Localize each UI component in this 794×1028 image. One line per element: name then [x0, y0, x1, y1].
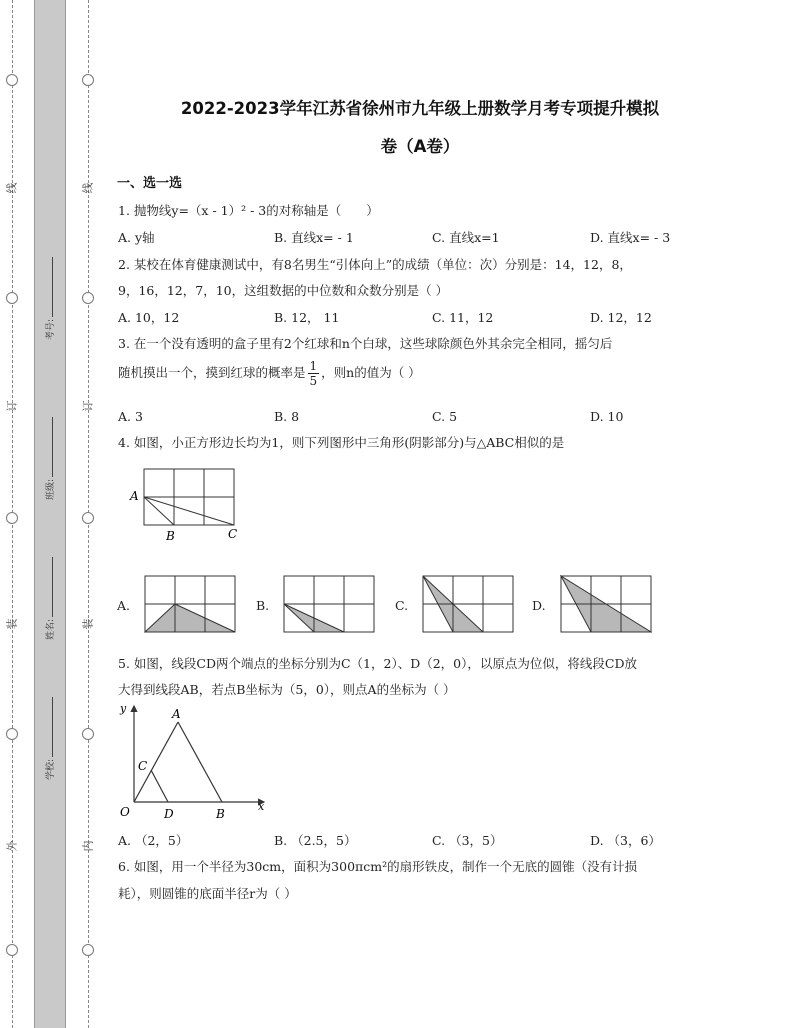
- q4-label-a: A: [130, 489, 139, 503]
- punch-hole: [6, 292, 18, 304]
- q5-option-d[interactable]: D. （3，6）: [590, 833, 661, 848]
- question-5: 5. 如图，线段CD两个端点的坐标分别为C（1，2）、D（2，0），以原点为位似，将线段CD放: [118, 656, 637, 671]
- q4-option-d[interactable]: D.: [532, 598, 546, 613]
- q1-option-d[interactable]: D. 直线x= - 3: [590, 230, 671, 245]
- q3-option-d[interactable]: D. 10: [590, 409, 624, 424]
- class-field[interactable]: 班级:: [43, 417, 56, 500]
- punch-hole: [82, 292, 94, 304]
- q4-option-b[interactable]: B.: [256, 598, 270, 613]
- q5-label-a: A: [172, 707, 181, 721]
- q5-option-c[interactable]: C. （3，5）: [432, 833, 503, 848]
- section-heading: 一、选一选: [117, 176, 183, 191]
- q4-label-b: B: [166, 529, 175, 543]
- punch-hole: [82, 512, 94, 524]
- q2-option-b[interactable]: B. 12， 11: [274, 310, 340, 325]
- page-title-line2: 卷（A卷）: [380, 137, 460, 156]
- question-6: 6. 如图，用一个半径为30cm，面积为300πcm²的扇形铁皮，制作一个无底的圆锥（没有计损: [118, 859, 638, 874]
- punch-hole: [6, 944, 18, 956]
- q5-label-x: x: [258, 800, 265, 813]
- q5-figure: [114, 700, 274, 822]
- page-title: 2022-2023学年江苏省徐州市九年级上册数学月考专项提升模拟: [180, 99, 660, 118]
- q2-option-d[interactable]: D. 12，12: [590, 310, 652, 325]
- binding-strip: [34, 0, 66, 1028]
- q4-option-b-figure[interactable]: [283, 575, 375, 633]
- q4-option-d-figure[interactable]: [560, 575, 652, 633]
- q2-option-c[interactable]: C. 11，12: [432, 310, 494, 325]
- exam-number-field[interactable]: 考号:: [43, 257, 56, 340]
- q5-label-y: y: [120, 702, 127, 715]
- name-field[interactable]: 姓名:: [43, 557, 56, 640]
- school-field[interactable]: 学校:: [43, 697, 56, 780]
- q1-option-a[interactable]: A. y轴: [118, 230, 155, 245]
- q3-option-c[interactable]: C. 5: [432, 409, 458, 424]
- q3-option-b[interactable]: B. 8: [274, 409, 300, 424]
- q4-option-c[interactable]: C.: [395, 598, 409, 613]
- q5-label-b: B: [216, 807, 225, 821]
- q5-option-b[interactable]: B. （2.5，5）: [274, 833, 357, 848]
- q4-main-figure: [124, 466, 244, 546]
- inner-mark-nei: 内: [81, 840, 95, 852]
- question-6-cont: 耗），则圆锥的底面半径r为（ ）: [118, 886, 297, 901]
- punch-hole: [6, 512, 18, 524]
- q5-label-d: D: [164, 807, 174, 821]
- q4-option-a-figure[interactable]: [144, 575, 236, 633]
- q1-option-c[interactable]: C. 直线x=1: [432, 230, 500, 245]
- punch-hole: [6, 728, 18, 740]
- question-4: 4. 如图，小正方形边长均为1，则下列图形中三角形(阴影部分)与△ABC相似的是: [118, 435, 565, 450]
- outer-mark-wai: 外: [5, 840, 19, 852]
- question-3-cont: 随机摸出一个，摸到红球的概率是 $\frac{1}{5}$ ，则n的值为（ ）: [118, 359, 421, 388]
- q4-option-c-figure[interactable]: [422, 575, 514, 633]
- inner-mark-zhuang: 装: [81, 618, 95, 630]
- q5-label-c: C: [138, 759, 148, 773]
- q5-option-a[interactable]: A. （2，5）: [118, 833, 189, 848]
- inner-mark-ding: 订: [81, 400, 95, 412]
- outer-mark-ding: 订: [5, 400, 19, 412]
- punch-hole: [82, 728, 94, 740]
- outer-mark-zhuang: 装: [5, 618, 19, 630]
- q4-label-c: C: [228, 527, 238, 541]
- q4-option-a[interactable]: A.: [117, 598, 131, 613]
- punch-hole: [6, 74, 18, 86]
- question-1: 1. 抛物线y=（x - 1）² - 3的对称轴是（ ）: [118, 203, 379, 218]
- inner-mark-xian: 线: [81, 182, 95, 194]
- question-3: 3. 在一个没有透明的盒子里有2个红球和n个白球，这些球除颜色外其余完全相同，摇匀后: [118, 336, 613, 351]
- punch-hole: [82, 74, 94, 86]
- question-2-cont: 9，16，12，7，10，这组数据的中位数和众数分别是（ ）: [118, 283, 449, 298]
- outer-mark-xian: 线: [5, 182, 19, 194]
- q1-option-b[interactable]: B. 直线x= - 1: [274, 230, 354, 245]
- question-5-cont: 大得到线段AB，若点B坐标为（5，0），则点A的坐标为（ ）: [118, 682, 456, 697]
- probability-fraction: $\frac{1}{5}$: [309, 359, 318, 388]
- q5-label-o: O: [120, 805, 130, 819]
- punch-hole: [82, 944, 94, 956]
- q3-option-a[interactable]: A. 3: [118, 409, 143, 424]
- q2-option-a[interactable]: A. 10，12: [118, 310, 180, 325]
- question-2: 2. 某校在体育健康测试中，有8名男生“引体向上”的成绩（单位：次）分别是：14，12，8，: [118, 257, 632, 272]
